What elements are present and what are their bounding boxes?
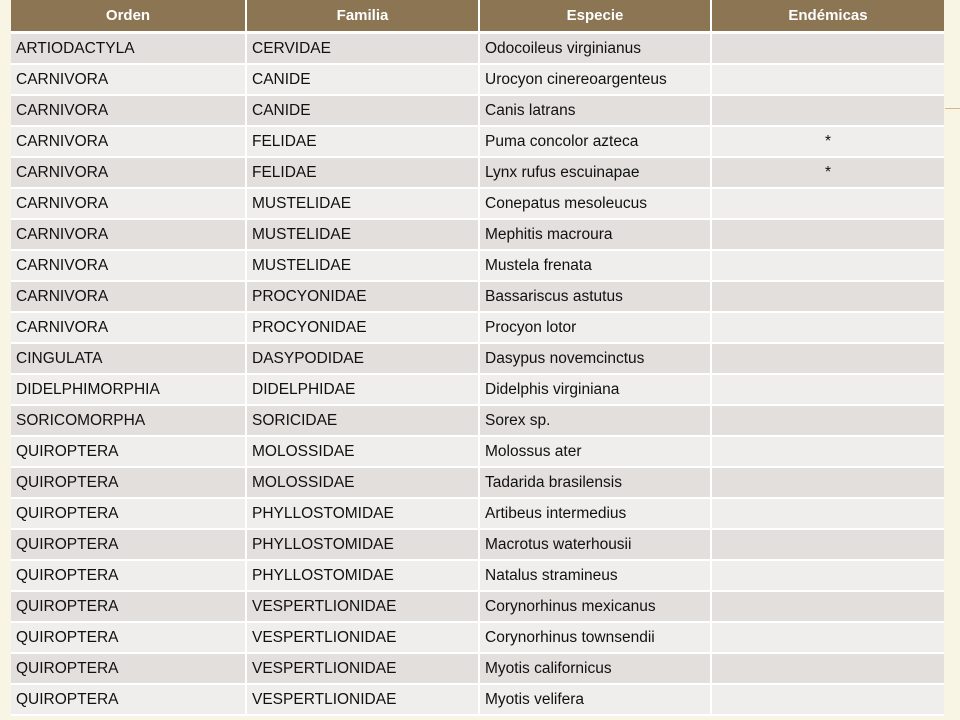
- cell-endemica: [711, 188, 944, 219]
- cell-familia: MOLOSSIDAE: [246, 436, 479, 467]
- cell-endemica: [711, 95, 944, 126]
- cell-especie: Natalus stramineus: [479, 560, 711, 591]
- table-row: [11, 126, 944, 157]
- cell-especie: Corynorhinus townsendii: [479, 622, 711, 653]
- cell-orden: CARNIVORA: [11, 281, 246, 312]
- header-especie: Especie: [479, 0, 711, 33]
- cell-especie: Urocyon cinereoargenteus: [479, 64, 711, 95]
- cell-orden: CARNIVORA: [11, 126, 246, 157]
- header-orden: Orden: [11, 0, 246, 33]
- cell-especie: Didelphis virginiana: [479, 374, 711, 405]
- cell-orden: QUIROPTERA: [11, 467, 246, 498]
- cell-familia: MOLOSSIDAE: [246, 467, 479, 498]
- cell-endemica: [711, 281, 944, 312]
- cell-orden: QUIROPTERA: [11, 498, 246, 529]
- cell-especie: Mephitis macroura: [479, 219, 711, 250]
- table-row: [11, 684, 944, 715]
- cell-familia: SORICIDAE: [246, 405, 479, 436]
- cell-orden: CARNIVORA: [11, 312, 246, 343]
- cell-orden: CINGULATA: [11, 343, 246, 374]
- cell-especie: Molossus ater: [479, 436, 711, 467]
- cell-endemica: [711, 64, 944, 95]
- cell-familia: CANIDE: [246, 64, 479, 95]
- cell-orden: SORICOMORPHA: [11, 405, 246, 436]
- cell-orden: QUIROPTERA: [11, 591, 246, 622]
- cell-orden: CARNIVORA: [11, 64, 246, 95]
- table-row: [11, 529, 944, 560]
- table-row: [11, 343, 944, 374]
- cell-especie: Myotis velifera: [479, 684, 711, 715]
- table-row: [11, 653, 944, 684]
- cell-orden: DIDELPHIMORPHIA: [11, 374, 246, 405]
- cell-orden: QUIROPTERA: [11, 684, 246, 715]
- table-row: [11, 219, 944, 250]
- cell-endemica: [711, 374, 944, 405]
- cell-orden: ARTIODACTYLA: [11, 33, 246, 65]
- cell-endemica: [711, 312, 944, 343]
- cell-familia: PHYLLOSTOMIDAE: [246, 560, 479, 591]
- species-table: [11, 0, 944, 716]
- cell-endemica: [711, 591, 944, 622]
- cell-endemica: [711, 405, 944, 436]
- cell-familia: CERVIDAE: [246, 33, 479, 65]
- table-row: [11, 622, 944, 653]
- cell-orden: QUIROPTERA: [11, 529, 246, 560]
- cell-especie: Tadarida brasilensis: [479, 467, 711, 498]
- cell-orden: CARNIVORA: [11, 188, 246, 219]
- cell-familia: PROCYONIDAE: [246, 281, 479, 312]
- header-familia: Familia: [246, 0, 479, 33]
- cell-familia: MUSTELIDAE: [246, 250, 479, 281]
- cell-orden: QUIROPTERA: [11, 653, 246, 684]
- cell-especie: Puma concolor azteca: [479, 126, 711, 157]
- cell-familia: FELIDAE: [246, 126, 479, 157]
- header-endemicas: Endémicas: [711, 0, 944, 33]
- table-row: [11, 498, 944, 529]
- cell-endemica: *: [711, 126, 944, 157]
- cell-familia: MUSTELIDAE: [246, 219, 479, 250]
- decorative-accent-line: [945, 108, 960, 109]
- cell-endemica: [711, 560, 944, 591]
- cell-endemica: *: [711, 157, 944, 188]
- cell-especie: Dasypus novemcinctus: [479, 343, 711, 374]
- cell-familia: PROCYONIDAE: [246, 312, 479, 343]
- cell-endemica: [711, 436, 944, 467]
- header-row: [11, 0, 944, 33]
- cell-orden: CARNIVORA: [11, 95, 246, 126]
- cell-familia: VESPERTLIONIDAE: [246, 622, 479, 653]
- cell-especie: Conepatus mesoleucus: [479, 188, 711, 219]
- cell-especie: Myotis californicus: [479, 653, 711, 684]
- cell-endemica: [711, 684, 944, 715]
- cell-familia: FELIDAE: [246, 157, 479, 188]
- table-row: [11, 188, 944, 219]
- cell-especie: Odocoileus virginianus: [479, 33, 711, 65]
- cell-endemica: [711, 529, 944, 560]
- table-row: [11, 405, 944, 436]
- cell-endemica: [711, 498, 944, 529]
- cell-especie: Mustela frenata: [479, 250, 711, 281]
- cell-especie: Corynorhinus mexicanus: [479, 591, 711, 622]
- cell-familia: VESPERTLIONIDAE: [246, 591, 479, 622]
- cell-familia: PHYLLOSTOMIDAE: [246, 498, 479, 529]
- cell-especie: Procyon lotor: [479, 312, 711, 343]
- cell-familia: PHYLLOSTOMIDAE: [246, 529, 479, 560]
- table-header: [11, 0, 944, 33]
- cell-familia: VESPERTLIONIDAE: [246, 684, 479, 715]
- cell-orden: CARNIVORA: [11, 250, 246, 281]
- table-row: [11, 436, 944, 467]
- cell-familia: DIDELPHIDAE: [246, 374, 479, 405]
- cell-orden: QUIROPTERA: [11, 560, 246, 591]
- table-row: [11, 374, 944, 405]
- table-row: [11, 591, 944, 622]
- cell-endemica: [711, 622, 944, 653]
- table-row: [11, 157, 944, 188]
- cell-especie: Canis latrans: [479, 95, 711, 126]
- cell-endemica: [711, 653, 944, 684]
- cell-especie: Artibeus intermedius: [479, 498, 711, 529]
- cell-orden: CARNIVORA: [11, 157, 246, 188]
- cell-familia: VESPERTLIONIDAE: [246, 653, 479, 684]
- table-row: [11, 250, 944, 281]
- table-row: [11, 64, 944, 95]
- cell-especie: Bassariscus astutus: [479, 281, 711, 312]
- cell-familia: DASYPODIDAE: [246, 343, 479, 374]
- cell-orden: QUIROPTERA: [11, 622, 246, 653]
- cell-endemica: [711, 467, 944, 498]
- table-row: [11, 33, 944, 65]
- cell-endemica: [711, 343, 944, 374]
- cell-orden: QUIROPTERA: [11, 436, 246, 467]
- table-row: [11, 281, 944, 312]
- cell-familia: CANIDE: [246, 95, 479, 126]
- cell-familia: MUSTELIDAE: [246, 188, 479, 219]
- cell-endemica: [711, 33, 944, 65]
- table-row: [11, 467, 944, 498]
- table-row: [11, 95, 944, 126]
- cell-endemica: [711, 250, 944, 281]
- cell-endemica: [711, 219, 944, 250]
- table-row: [11, 560, 944, 591]
- cell-orden: CARNIVORA: [11, 219, 246, 250]
- cell-especie: Sorex sp.: [479, 405, 711, 436]
- cell-especie: Macrotus waterhousii: [479, 529, 711, 560]
- table-row: [11, 312, 944, 343]
- cell-especie: Lynx rufus escuinapae: [479, 157, 711, 188]
- table-body: [11, 33, 944, 716]
